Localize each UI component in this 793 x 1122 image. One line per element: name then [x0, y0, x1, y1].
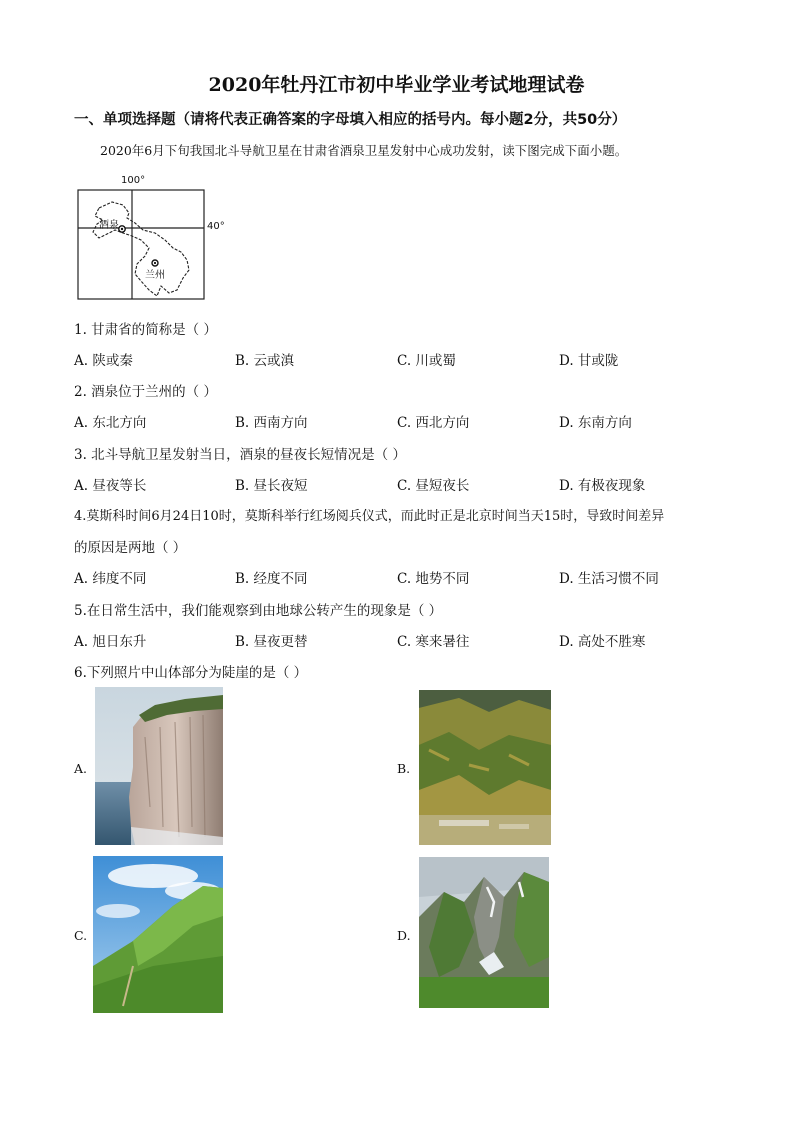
section-heading: 一、单项选择题（请将代表正确答案的字母填入相应的括号内。每小题2分，共50分） — [74, 112, 627, 128]
question-5-stem: 5.在日常生活中，我们能观察到由地球公转产生的现象是（ ） — [74, 603, 443, 619]
q6-option-c[interactable]: C. — [74, 928, 88, 943]
q2-option-d[interactable]: D. 东南方向 — [559, 415, 632, 431]
q5-option-a[interactable]: A. 旭日东升 — [74, 634, 147, 650]
jiuquan-label: 酒泉 — [99, 220, 119, 231]
q1-option-d[interactable]: D. 甘或陇 — [559, 353, 619, 369]
photo-d-alpine-peaks[interactable] — [419, 857, 549, 1008]
q5-option-d[interactable]: D. 高处不胜寒 — [559, 634, 646, 650]
photo-a-sea-cliff[interactable] — [95, 687, 223, 845]
q1-option-c[interactable]: C. 川或蜀 — [397, 353, 456, 369]
q4-option-c[interactable]: C. 地势不同 — [397, 571, 470, 587]
longitude-label: 100° — [121, 175, 146, 186]
q4-option-b[interactable]: B. 经度不同 — [235, 571, 308, 587]
q2-option-c[interactable]: C. 西北方向 — [397, 415, 470, 431]
photo-c-grassy-ridge[interactable] — [93, 856, 223, 1013]
gansu-map — [77, 175, 237, 306]
q4-option-a[interactable]: A. 纬度不同 — [74, 571, 147, 587]
question-4-stem-line2: 的原因是两地（ ） — [74, 540, 187, 556]
q5-option-c[interactable]: C. 寒来暑往 — [397, 634, 470, 650]
q6-option-b[interactable]: B. — [397, 761, 411, 776]
page-title: 2020年牡丹江市初中毕业学业考试地理试卷 — [208, 74, 585, 96]
q6-option-a[interactable]: A. — [74, 761, 88, 776]
question-2-stem: 2. 酒泉位于兰州的（ ） — [74, 384, 217, 400]
question-3-stem: 3. 北斗导航卫星发射当日，酒泉的昼夜长短情况是（ ） — [74, 447, 406, 463]
question-4-stem-line1: 4.莫斯科时间6月24日10时，莫斯科举行红场阅兵仪式，而此时正是北京时间当天15时，导致时间差异 — [74, 509, 665, 524]
q3-option-c[interactable]: C. 昼短夜长 — [397, 478, 470, 494]
question-1-stem: 1. 甘肃省的简称是（ ） — [74, 322, 217, 338]
intro-text: 2020年6月下旬我国北斗导航卫星在甘肃省酒泉卫星发射中心成功发射，读下图完成下面小题。 — [100, 143, 628, 158]
q1-option-b[interactable]: B. 云或滇 — [235, 353, 295, 369]
q2-option-b[interactable]: B. 西南方向 — [235, 415, 308, 431]
q4-option-d[interactable]: D. 生活习惯不同 — [559, 571, 659, 587]
q1-option-a[interactable]: A. 陕或秦 — [74, 353, 133, 369]
q5-option-b[interactable]: B. 昼夜更替 — [235, 634, 308, 650]
photo-b-forested-hills[interactable] — [419, 690, 551, 845]
q3-option-d[interactable]: D. 有极夜现象 — [559, 478, 646, 494]
q2-option-a[interactable]: A. 东北方向 — [74, 415, 147, 431]
lanzhou-label: 兰州 — [145, 270, 165, 281]
question-6-stem: 6.下列照片中山体部分为陡崖的是（ ） — [74, 665, 308, 681]
latitude-label: 40° — [207, 221, 225, 232]
q3-option-b[interactable]: B. 昼长夜短 — [235, 478, 308, 494]
q3-option-a[interactable]: A. 昼夜等长 — [74, 478, 147, 494]
q6-option-d[interactable]: D. — [397, 928, 411, 943]
